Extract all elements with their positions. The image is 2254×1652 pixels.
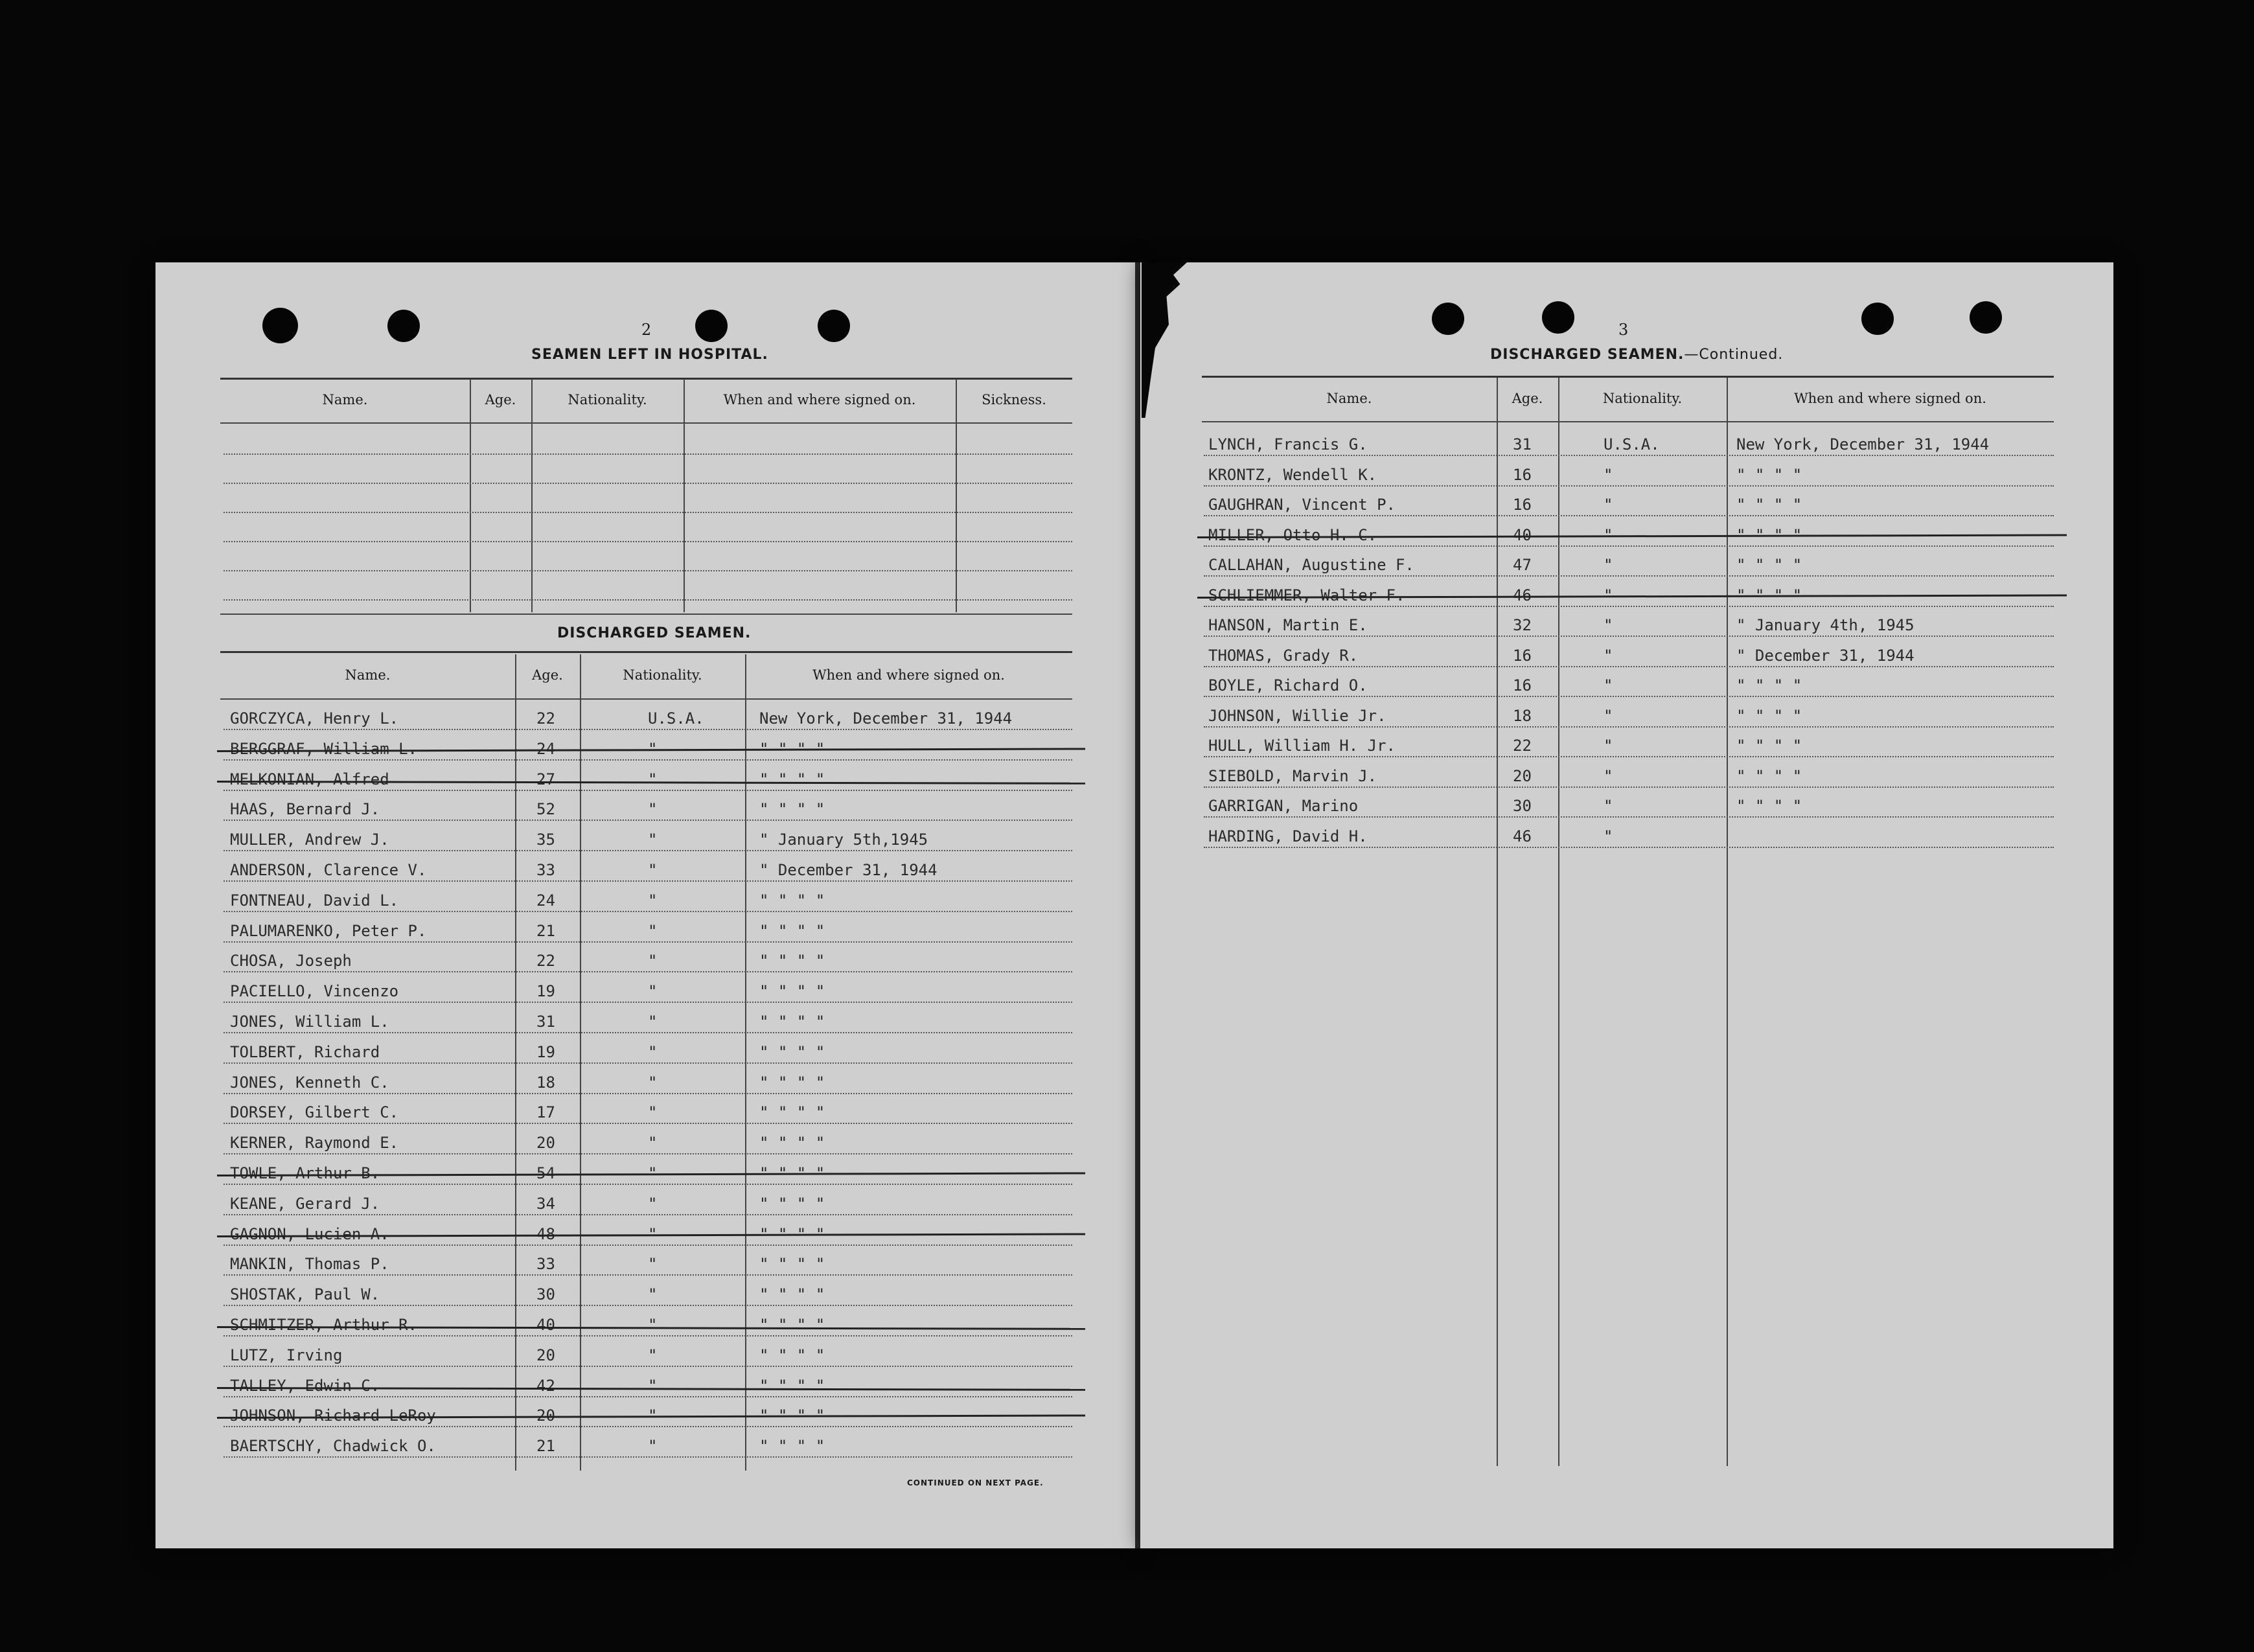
ruled-line [224,1093,1072,1094]
seaman-age: 40 [536,1316,555,1334]
seaman-signed-on: " " " " [1736,766,1802,785]
seaman-age: 20 [536,1134,555,1153]
ruled-line [1204,455,2054,456]
ruled-line [224,1305,1072,1306]
seaman-nationality: " [1604,766,1613,785]
seaman-nationality: " [1604,737,1613,755]
ruled-line [224,911,1072,912]
page-number: 3 [1618,321,1629,339]
seaman-signed-on: " " " " [759,891,825,910]
ruled-line [224,1214,1072,1215]
seaman-age: 16 [1513,465,1532,484]
seaman-age: 52 [536,800,555,819]
seaman-nationality: " [648,1103,658,1122]
seaman-name: GORCZYCA, Henry L. [230,709,399,728]
ruled-line [224,971,1072,972]
seaman-age: 47 [1513,556,1532,574]
discharged-col-age: Age. [532,667,563,683]
seaman-nationality: " [648,739,658,758]
seaman-signed-on: " January 4th, 1945 [1736,616,1915,634]
seaman-age: 34 [536,1194,555,1213]
seaman-signed-on: " " " " [759,1285,825,1304]
rule [1202,421,2054,422]
seaman-name: HANSON, Martin E. [1208,616,1368,634]
seaman-signed-on: " " " " [759,1406,825,1425]
seaman-age: 22 [536,952,555,970]
seaman-age: 20 [1513,766,1532,785]
ruled-line [224,880,1072,882]
ruled-line [224,570,1072,571]
seaman-name: GAUGHRAN, Vincent P. [1208,496,1396,514]
seaman-nationality: " [648,1285,658,1304]
ruled-line [1204,515,2054,516]
seaman-name: LUTZ, Irving [230,1346,343,1364]
seaman-age: 18 [1513,706,1532,725]
seaman-nationality: U.S.A. [648,709,704,728]
title-text: DISCHARGED SEAMEN. [1490,347,1685,363]
seaman-nationality: " [648,921,658,940]
title-suffix: —Continued. [1684,347,1784,363]
seaman-name: JONES, Kenneth C. [230,1073,389,1092]
ruled-line [224,1335,1072,1337]
seaman-nationality: U.S.A. [1604,435,1660,453]
seaman-age: 18 [536,1073,555,1092]
seaman-signed-on: New York, December 31, 1944 [759,709,1013,728]
seaman-name: CHOSA, Joseph [230,952,352,970]
seaman-signed-on: " " " " [1736,496,1802,514]
seaman-age: 42 [536,1376,555,1395]
seaman-signed-on: " " " " [1736,465,1802,484]
seaman-signed-on: " " " " [759,1013,825,1031]
discharged-col-name: Name. [345,667,391,683]
seaman-age: 19 [536,982,555,1001]
seaman-nationality: " [648,1073,658,1092]
col-divider [470,379,471,612]
seaman-age: 46 [1513,827,1532,845]
ruled-line [224,850,1072,851]
seaman-age: 21 [536,1437,555,1456]
seaman-name: PACIELLO, Vincenzo [230,982,399,1001]
seaman-name: JOHNSON, Willie Jr. [1208,706,1386,725]
seaman-signed-on: " " " " [759,1073,825,1092]
rule [220,698,1072,700]
seaman-signed-on: " " " " [1736,676,1802,694]
seaman-name: JOHNSON, Richard LeRoy [230,1406,436,1425]
seaman-name: SCHLIEMMER, Walter F. [1208,586,1405,604]
seaman-nationality: " [1604,496,1613,514]
seaman-signed-on: " January 5th,1945 [759,831,928,849]
ruled-line [224,541,1072,542]
hospital-col-sickness: Sickness. [982,392,1046,407]
hospital-col-age: Age. [485,392,516,407]
right-col-nationality: Nationality. [1602,391,1683,406]
ruled-line [224,1396,1072,1397]
seaman-age: 48 [536,1224,555,1243]
seaman-nationality: " [1604,556,1613,574]
rule [220,422,1072,424]
seaman-signed-on: " " " " [1736,797,1802,815]
seaman-nationality: " [648,1376,658,1395]
seaman-signed-on: " " " " [759,1194,825,1213]
seaman-signed-on: " " " " [759,952,825,970]
seaman-signed-on: " December 31, 1944 [1736,646,1915,665]
continued-note: CONTINUED ON NEXT PAGE. [907,1478,1044,1487]
ruled-line [224,759,1072,761]
seaman-nationality: " [1604,676,1613,694]
seaman-age: 46 [1513,586,1532,604]
discharged-section-title: DISCHARGED SEAMEN. [557,625,752,641]
ruled-line [1204,786,2054,788]
seaman-name: BOYLE, Richard O. [1208,676,1368,694]
right-col-signed: When and where signed on. [1794,391,1986,406]
ruled-line [224,1274,1072,1276]
seaman-nationality: " [648,1042,658,1061]
seaman-age: 20 [536,1346,555,1364]
seaman-name: TOLBERT, Richard [230,1042,380,1061]
seaman-signed-on: " " " " [1736,706,1802,725]
seaman-name: THOMAS, Grady R. [1208,646,1359,665]
seaman-name: KERNER, Raymond E. [230,1134,399,1153]
seaman-name: MULLER, Andrew J. [230,831,389,849]
hospital-col-nationality: Nationality. [568,392,647,407]
seaman-nationality: " [648,831,658,849]
seaman-name: HULL, William H. Jr. [1208,737,1396,755]
seaman-nationality: " [648,1406,658,1425]
seaman-age: 33 [536,1255,555,1274]
ruled-line [1204,666,2054,667]
seaman-signed-on: " " " " [759,1134,825,1153]
seaman-signed-on: " " " " [1736,556,1802,574]
ruled-line [1204,606,2054,607]
seaman-age: 20 [536,1406,555,1425]
seaman-name: MILLER, Otto H. C. [1208,525,1377,544]
seaman-signed-on: " " " " [759,982,825,1001]
col-divider [531,379,533,612]
seaman-age: 27 [536,770,555,788]
seaman-nationality: " [648,1134,658,1153]
punch-hole [1861,303,1894,335]
seaman-age: 33 [536,861,555,879]
ruled-line [224,1245,1072,1246]
rule [220,378,1072,380]
seaman-name: MELKONIAN, Alfred [230,770,389,788]
col-divider [684,379,685,612]
seaman-signed-on: " " " " [759,1316,825,1334]
seaman-nationality: " [1604,797,1613,815]
seaman-age: 22 [536,709,555,728]
seaman-nationality: " [648,770,658,788]
hospital-col-signed: When and where signed on. [723,392,916,407]
seaman-name: SCHMITZER, Arthur R. [230,1316,417,1334]
seaman-name: KEANE, Gerard J. [230,1194,380,1213]
ruled-line [224,1153,1072,1154]
right-col-age: Age. [1512,391,1543,406]
seaman-name: HARDING, David H. [1208,827,1368,845]
seaman-signed-on: " " " " [759,1224,825,1243]
seaman-nationality: " [648,1224,658,1243]
discharged-continued-title [1490,347,1783,363]
seaman-name: DORSEY, Gilbert C. [230,1103,399,1122]
seaman-age: 31 [1513,435,1532,453]
hospital-section-title: SEAMEN LEFT IN HOSPITAL. [531,347,768,363]
seaman-signed-on: " " " " [759,800,825,819]
seaman-nationality: " [648,1437,658,1456]
seaman-nationality: " [648,1194,658,1213]
seaman-signed-on: New York, December 31, 1944 [1736,435,1990,453]
punch-hole [695,310,728,342]
ruled-line [224,1366,1072,1367]
ruled-line [1204,696,2054,697]
seaman-signed-on: " " " " [759,1103,825,1122]
hospital-col-name: Name. [322,392,368,407]
ruled-line [224,512,1072,513]
seaman-nationality: " [1604,465,1613,484]
seaman-nationality: " [1604,706,1613,725]
seaman-age: 16 [1513,496,1532,514]
seaman-nationality: " [648,1346,658,1364]
ruled-line [224,1456,1072,1458]
seaman-age: 19 [536,1042,555,1061]
ruled-line [224,1002,1072,1003]
seaman-age: 40 [1513,525,1532,544]
rule [1202,376,2054,378]
seaman-nationality: " [1604,586,1613,604]
ruled-line [224,1426,1072,1427]
seaman-signed-on: " December 31, 1944 [759,861,937,879]
seaman-age: 21 [536,921,555,940]
seaman-nationality: " [648,800,658,819]
seaman-nationality: " [1604,525,1613,544]
seaman-nationality: " [648,891,658,910]
seaman-signed-on: " " " " [759,1255,825,1274]
seaman-name: GAGNON, Lucien A. [230,1224,389,1243]
seaman-age: 16 [1513,646,1532,665]
punch-hole [1432,303,1464,335]
ruled-line [224,729,1072,730]
seaman-signed-on: " " " " [759,770,825,788]
seaman-name: TOWLE, Arthur B. [230,1164,380,1182]
seaman-name: LYNCH, Francis G. [1208,435,1368,453]
seaman-name: CALLAHAN, Augustine F. [1208,556,1414,574]
ruled-line [1204,726,2054,728]
seaman-nationality: " [648,861,658,879]
punch-hole [387,310,420,342]
seaman-name: HAAS, Bernard J. [230,800,380,819]
seaman-age: 35 [536,831,555,849]
ruled-line [1204,636,2054,637]
seaman-name: FONTNEAU, David L. [230,891,399,910]
seaman-nationality: " [1604,646,1613,665]
punch-hole [1542,301,1574,334]
col-divider [1727,378,1728,1466]
seaman-signed-on: " " " " [759,1376,825,1395]
seaman-signed-on: " " " " [1736,525,1802,544]
discharged-col-nationality: Nationality. [623,667,702,683]
seaman-name: BERGGRAF, William L. [230,739,417,758]
seaman-nationality: " [648,1255,658,1274]
seaman-age: 30 [536,1285,555,1304]
seaman-signed-on: " " " " [759,1042,825,1061]
seaman-name: KRONTZ, Wendell K. [1208,465,1377,484]
seaman-nationality: " [1604,616,1613,634]
ruled-line [1204,847,2054,848]
ruled-line [224,790,1072,791]
punch-hole [818,310,850,342]
seaman-nationality: " [1604,827,1613,845]
seaman-name: ANDERSON, Clarence V. [230,861,427,879]
seaman-age: 24 [536,891,555,910]
ruled-line [1204,545,2054,547]
ruled-line [1204,816,2054,818]
ruled-line [1204,756,2054,757]
seaman-name: BAERTSCHY, Chadwick O. [230,1437,436,1456]
seaman-name: SIEBOLD, Marvin J. [1208,766,1377,785]
seaman-age: 22 [1513,737,1532,755]
seaman-nationality: " [648,982,658,1001]
seaman-signed-on: " " " " [759,739,825,758]
seaman-nationality: " [648,1164,658,1182]
seaman-age: 54 [536,1164,555,1182]
ruled-line [224,453,1072,455]
seaman-name: JONES, William L. [230,1013,389,1031]
ruled-line [224,1032,1072,1033]
seaman-age: 16 [1513,676,1532,694]
seaman-name: TALLEY, Edwin C. [230,1376,380,1395]
seaman-signed-on: " " " " [1736,737,1802,755]
page-number: 2 [641,321,652,339]
seaman-age: 30 [1513,797,1532,815]
right-col-name: Name. [1326,391,1372,406]
seaman-name: MANKIN, Thomas P. [230,1255,389,1274]
col-divider [956,379,957,612]
seaman-age: 17 [536,1103,555,1122]
ruled-line [1204,485,2054,487]
col-divider [1497,378,1498,1466]
punch-hole [262,308,298,343]
seaman-signed-on: " " " " [1736,586,1802,604]
seaman-name: SHOSTAK, Paul W. [230,1285,380,1304]
ruled-line [224,941,1072,943]
seaman-age: 24 [536,739,555,758]
seaman-signed-on: " " " " [759,1346,825,1364]
seaman-signed-on: " " " " [759,1437,825,1456]
rule [220,614,1072,615]
seaman-signed-on: " " " " [759,1164,825,1182]
ruled-line [224,1123,1072,1124]
ruled-line [224,599,1072,601]
seaman-nationality: " [648,1316,658,1334]
ruled-line [224,1062,1072,1064]
ruled-line [224,483,1072,484]
seaman-name: PALUMARENKO, Peter P. [230,921,427,940]
seaman-nationality: " [648,952,658,970]
seaman-age: 31 [536,1013,555,1031]
seaman-age: 32 [1513,616,1532,634]
ruled-line [224,1184,1072,1185]
seaman-nationality: " [648,1013,658,1031]
discharged-col-signed: When and where signed on. [812,667,1005,683]
rule [220,651,1072,653]
ruled-line [1204,575,2054,577]
seaman-signed-on: " " " " [759,921,825,940]
seaman-name: GARRIGAN, Marino [1208,797,1359,815]
col-divider [1558,378,1559,1466]
ruled-line [224,820,1072,821]
punch-hole [1970,301,2002,334]
